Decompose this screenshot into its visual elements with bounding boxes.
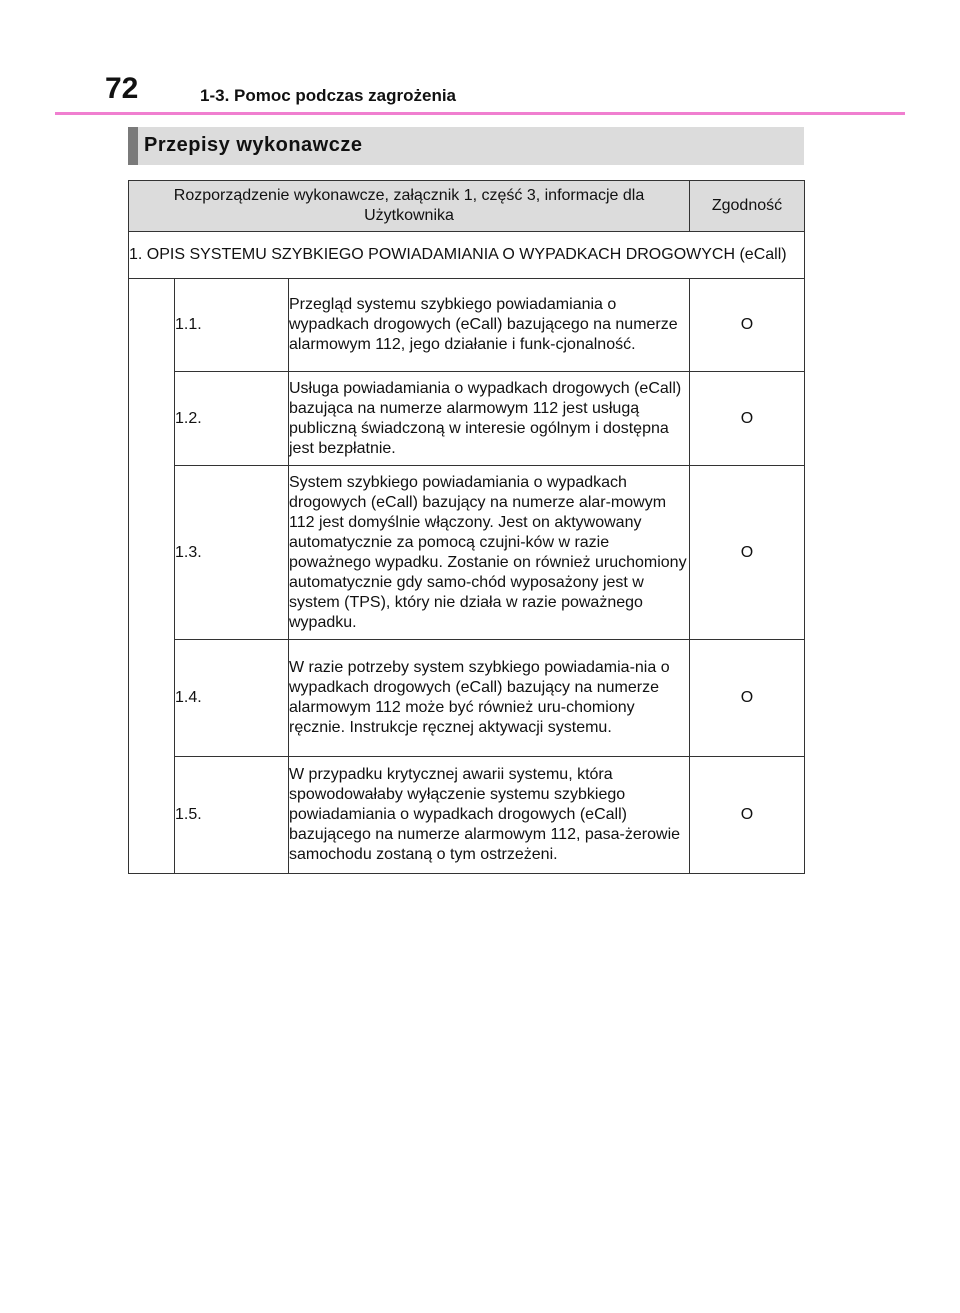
table-header-compliance: Zgodność bbox=[690, 181, 805, 232]
table-row bbox=[129, 279, 805, 372]
table-header-row bbox=[129, 181, 805, 232]
row-compliance-mark: O bbox=[690, 466, 805, 640]
row-number: 1.5. bbox=[175, 757, 289, 874]
row-compliance-mark: O bbox=[690, 372, 805, 466]
row-description: Przegląd systemu szybkiego powiadamiania o wypadkach drogowych (eCall) bazującego na numerze alarmowym 112, jego działanie i funk-cjonalność. bbox=[289, 279, 690, 372]
section-row-text: 1. OPIS SYSTEMU SZYBKIEGO POWIADAMIANIA O WYPADKACH DROGOWYCH (eCall) bbox=[129, 232, 805, 279]
table-header-regulation: Rozporządzenie wykonawcze, załącznik 1, część 3, informacje dla Użytkownika bbox=[129, 181, 690, 232]
table-section-row bbox=[129, 232, 805, 279]
row-number: 1.4. bbox=[175, 640, 289, 757]
chapter-title: 1-3. Pomoc podczas zagrożenia bbox=[200, 86, 457, 105]
row-compliance-mark: O bbox=[690, 640, 805, 757]
table-row bbox=[129, 640, 805, 757]
row-description: W przypadku krytycznej awarii systemu, która spowodowałaby wyłączenie systemu szybkiego powiadamiania o wypadkach drogowych (eCall) bazującego na numerze alarmowym 112, pasa-żerowie samochodu zostaną o tym ostrzeżeni. bbox=[289, 757, 690, 874]
table-row bbox=[129, 466, 805, 640]
row-description: Usługa powiadamiania o wypadkach drogowych (eCall) bazująca na numerze alarmowym 112 jest usługą publiczną świadczoną w interesie ogólnym i dostępna jest bezpłatnie. bbox=[289, 372, 690, 466]
table-row bbox=[129, 757, 805, 874]
row-compliance-mark: O bbox=[690, 279, 805, 372]
page-number: 72 bbox=[105, 72, 139, 105]
header-divider bbox=[55, 112, 905, 115]
row-number: 1.2. bbox=[175, 372, 289, 466]
row-number: 1.3. bbox=[175, 466, 289, 640]
section-heading-text: Przepisy wykonawcze bbox=[144, 134, 363, 156]
row-compliance-mark: O bbox=[690, 757, 805, 874]
table-row bbox=[129, 372, 805, 466]
row-number: 1.1. bbox=[175, 279, 289, 372]
indent-cell bbox=[129, 279, 175, 874]
row-description: System szybkiego powiadamiania o wypadkach drogowych (eCall) bazujący na numerze alar-mowym 112 jest domyślnie włączony. Jest on aktywowany automatycznie za pomocą czujni-ków w razie poważnego wypadku. Zostanie on również uruchomiony automatycznie gdy samo-chód wyposażony jest w system (TPS), który nie działa w razie poważnego wypadku. bbox=[289, 466, 690, 640]
regulations-table bbox=[128, 180, 805, 874]
row-description: W razie potrzeby system szybkiego powiadamia-nia o wypadkach drogowych (eCall) bazujący na numerze alarmowym 112 może być również uru-chomiony ręcznie. Instrukcje ręcznej aktywacji systemu. bbox=[289, 640, 690, 757]
section-heading bbox=[128, 127, 804, 165]
